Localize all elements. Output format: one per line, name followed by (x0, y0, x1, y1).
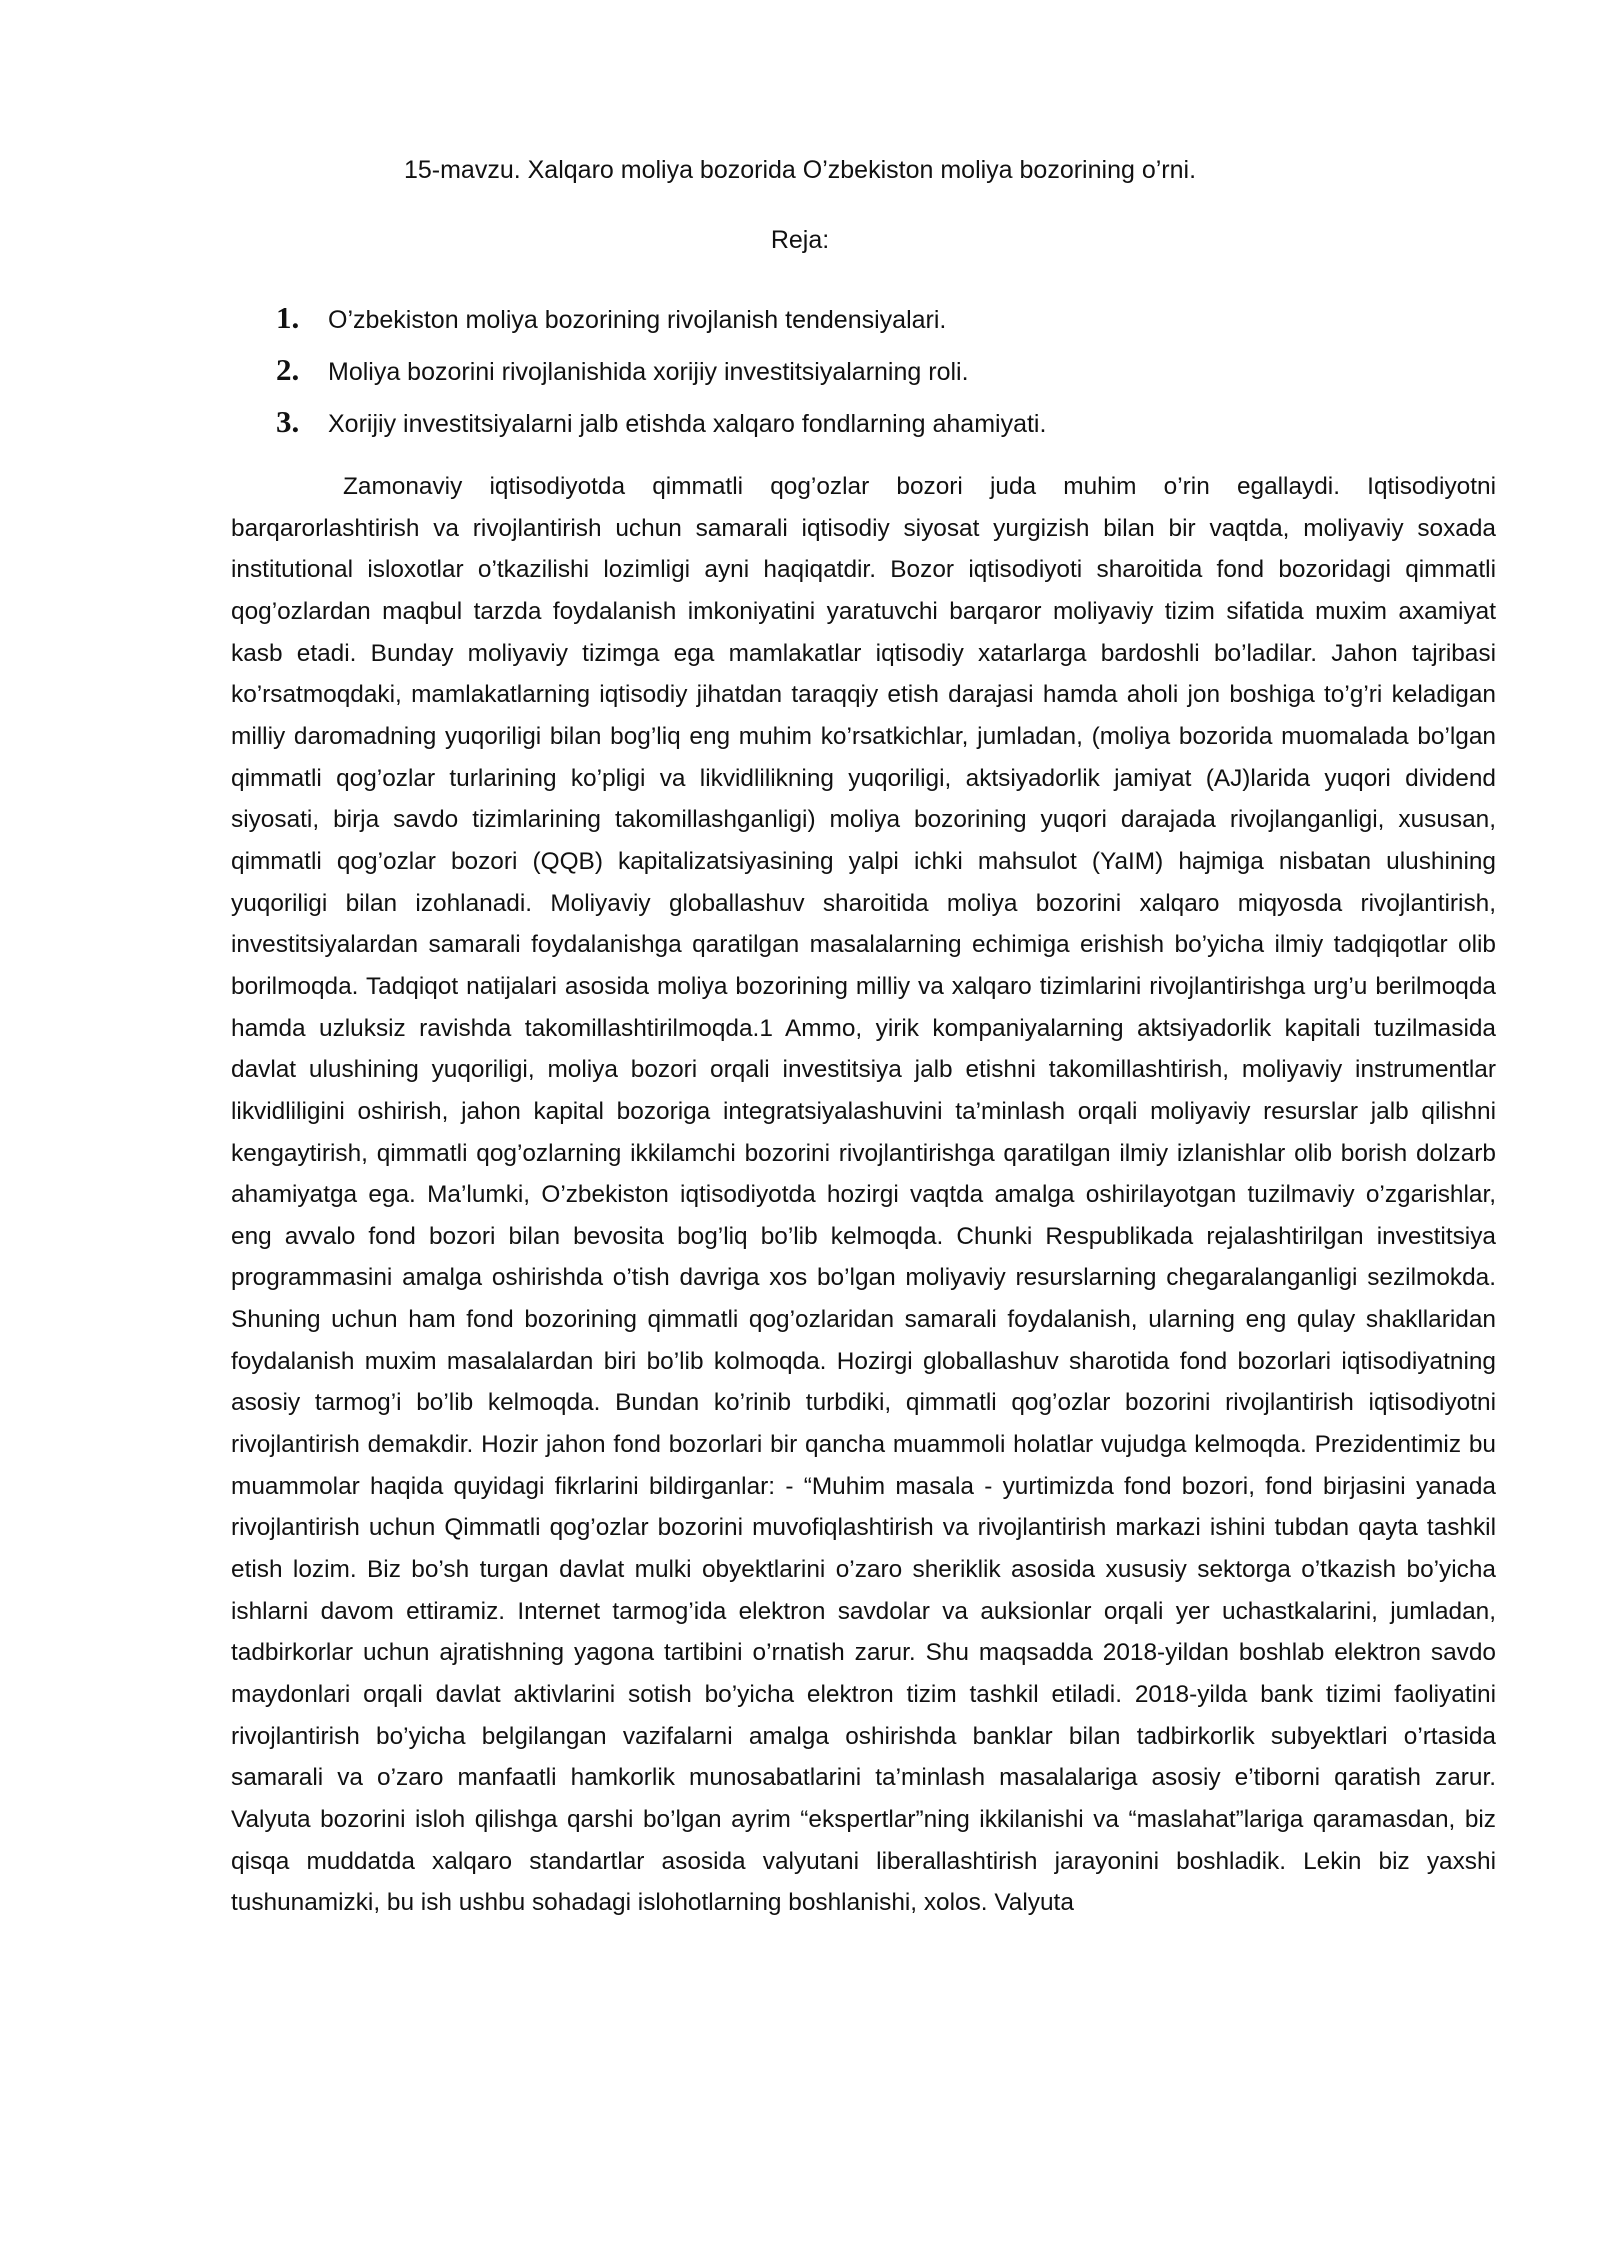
plan-item (276, 396, 1476, 448)
plan-item-number: 2. (276, 352, 300, 387)
plan-list (276, 292, 1476, 448)
plan-item-number: 3. (276, 404, 300, 439)
plan-item-number: 1. (276, 300, 300, 335)
plan-heading: Reja: (770, 226, 830, 254)
page-title: 15-mavzu. Xalqaro moliya bozorida O’zbekiston moliya bozorining o’rni. (403, 156, 1197, 184)
plan-item (276, 344, 1476, 396)
plan-item-text: Xorijiy investitsiyalarni jalb etishda xalqaro fondlarning ahamiyati. (328, 410, 1047, 438)
plan-item-text: O’zbekiston moliya bozorining rivojlanish tendensiyalari. (328, 306, 947, 334)
plan-item (276, 292, 1476, 344)
body-paragraph: Zamonaviy iqtisodiyotda qimmatli qog’ozlar bozori juda muhim o’rin egallaydi. Iqtisodiyotni barqarorlashtirish va rivojlantirish uchun samarali iqtisodiy siyosat yurgizish bilan bir vaqtda, moliyaviy soxada institutional isloxotlar o’tkazilishi lozimligi ayni haqiqatdir. Bozor iqtisodiyoti sharoitida fond bozoridagi qimmatli qog’ozlardan maqbul tarzda foydalanish imkoniyatini yaratuvchi barqaror moliyaviy tizim sifatida muxim axamiyat kasb etadi. Bunday moliyaviy tizimga ega mamlakatlar iqtisodiy xatarlarga bardoshli bo’ladilar. Jahon tajribasi ko’rsatmoqdaki, mamlakatlarning iqtisodiy jihatdan taraqqiy etish darajasi hamda aholi jon boshiga to’g’ri keladigan milliy daromadning yuqoriligi bilan bog’liq eng muhim ko’rsatkichlar, jumladan, (moliya bozorida muomalada bo’lgan qimmatli qog’ozlar turlarining ko’pligi va likvidlilikning yuqoriligi, aktsiyadorlik jamiyat (AJ)larida yuqori dividend siyosati, birja savdo tizimlarining takomillashganligi) moliya bozorining yuqori darajada rivojlanganligi, xususan, qimmatli qog’ozlar bozori (QQB) kapitalizatsiyasining yalpi ichki mahsulot (YaIM) hajmiga nisbatan ulushining yuqoriligi bilan izohlanadi. Moliyaviy globallashuv sharoitida moliya bozorini xalqaro miqyosda rivojlantirish, investitsiyalardan samarali foydalanishga qaratilgan masalalarning echimiga erishish bo’yicha ilmiy tadqiqotlar olib borilmoqda. Tadqiqot natijalari asosida moliya bozorining milliy va xalqaro tizimlarini rivojlantirishga urg’u berilmoqda hamda uzluksiz ravishda takomillashtirilmoqda.1 Ammo, yirik kompaniyalarning aktsiyadorlik kapitali tuzilmasida davlat ulushining yuqoriligi, moliya bozori orqali investitsiya jalb etishni takomillashtirish, moliyaviy instrumentlar likvidliligini oshirish, jahon kapital bozoriga integratsiyalashuvini ta’minlash orqali moliyaviy resurslar jalb qilishni kengaytirish, qimmatli qog’ozlarning ikkilamchi bozorini rivojlantirishga qaratilgan ilmiy izlanishlar olib borish dolzarb ahamiyatga ega. Ma’lumki, O’zbekiston iqtisodiyotda hozirgi vaqtda amalga oshirilayotgan tuzilmaviy o’zgarishlar, eng avvalo fond bozori bilan bevosita bog’liq bo’lib kelmoqda. Chunki Respublikada rejalashtirilgan investitsiya programmasini amalga oshirishda o’tish davriga xos bo’lgan moliyaviy resurslarning chegaralanganligi sezilmokda. Shuning uchun ham fond bozorining qimmatli qog’ozlaridan samarali foydalanish, ularning eng qulay shakllaridan foydalanish muxim masalalardan biri bo’lib kolmoqda. Hozirgi globallashuv sharotida fond bozorlari iqtisodiyatning asosiy tarmog’i bo’lib kelmoqda. Bundan ko’rinib turbdiki, qimmatli qog’ozlar bozorini rivojlantirish iqtisodiyotni rivojlantirish demakdir. Hozir jahon fond bozorlari bir qancha muammoli holatlar vujudga kelmoqda. Prezidentimiz bu muammolar haqida quyidagi fikrlarini bildirganlar: - “Muhim masala - yurtimizda fond bozori, fond birjasini yanada rivojlantirish uchun Qimmatli qog’ozlar bozorini muvofiqlashtirish va rivojlantirish markazi ishini tubdan qayta tashkil etish lozim. Biz bo’sh turgan davlat mulki obyektlarini o’zaro sheriklik asosida xususiy sektorga o’tkazish bo’yicha ishlarni davom ettiramiz. Internet tarmog’ida elektron savdolar va auksionlar orqali yer uchastkalarini, jumladan, tadbirkorlar uchun ajratishning yagona tartibini o’rnatish zarur. Shu maqsadda 2018-yildan boshlab elektron savdo maydonlari orqali davlat aktivlarini sotish bo’yicha elektron tizim tashkil etiladi. 2018-yilda bank tizimi faoliyatini rivojlantirish bo’yicha belgilangan vazifalarni amalga oshirishda banklar bilan tadbirkorlik subyektlari o’rtasida samarali va o’zaro manfaatli hamkorlik munosabatlarini ta’minlash masalalariga asosiy e’tiborni qaratish zarur. Valyuta bozorini isloh qilishga qarshi bo’lgan ayrim “ekspertlar”ning ikkilanishi va “maslahat”lariga qaramasdan, biz qisqa muddatda xalqaro standartlar asosida valyutani liberallashtirish jarayonini boshladik. Lekin biz yaxshi tushunamizki, bu ish ushbu sohadagi islohotlarning boshlanishi, xolos. Valyuta (231, 473, 1496, 1917)
plan-item-text: Moliya bozorini rivojlanishida xorijiy investitsiyalarning roli. (328, 358, 969, 386)
